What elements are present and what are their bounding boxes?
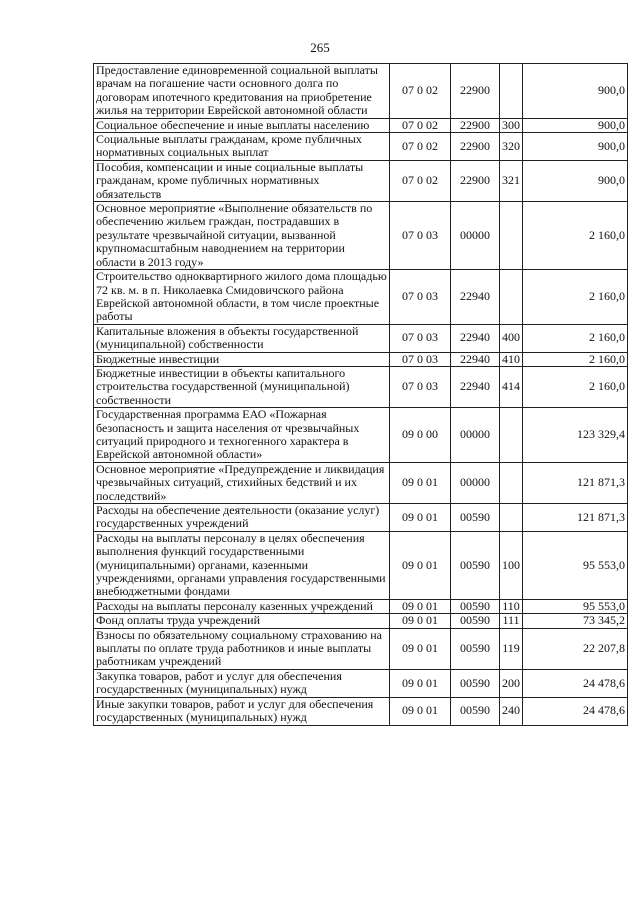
row-expense-type: 111 [500,614,523,628]
row-expense-type: 110 [500,599,523,613]
row-name: Основное мероприятие «Предупреждение и ликвидация чрезвычайных ситуаций, стихийных бедствий и их последствий» [94,462,390,503]
row-expense-type [500,504,523,532]
table-row [94,614,628,628]
row-program-code: 07 0 03 [390,324,451,352]
row-program-code: 09 0 00 [390,408,451,463]
row-expense-type: 240 [500,697,523,725]
row-amount: 24 478,6 [523,669,628,697]
row-expense-type: 410 [500,352,523,366]
row-direction-code: 22940 [451,324,500,352]
row-amount: 2 160,0 [523,202,628,270]
table-row [94,462,628,503]
table-row [94,202,628,270]
row-expense-type [500,408,523,463]
table-row [94,366,628,407]
row-name: Предоставление единовременной социальной выплаты врачам на погашение части основного долга по договорам ипотечного кредитования на приобретение жилья на территории Еврейской автономной области [94,64,390,119]
row-amount: 900,0 [523,160,628,201]
row-direction-code: 00000 [451,202,500,270]
row-program-code: 07 0 02 [390,133,451,161]
row-program-code: 07 0 02 [390,118,451,132]
row-name: Расходы на выплаты персоналу казенных учреждений [94,599,390,613]
table-row [94,504,628,532]
row-amount: 24 478,6 [523,697,628,725]
row-program-code: 09 0 01 [390,599,451,613]
row-program-code: 09 0 01 [390,669,451,697]
row-expense-type [500,270,523,325]
row-program-code: 07 0 02 [390,64,451,119]
row-name: Расходы на обеспечение деятельности (оказание услуг) государственных учреждений [94,504,390,532]
row-amount: 2 160,0 [523,270,628,325]
row-expense-type: 100 [500,531,523,599]
row-amount: 900,0 [523,64,628,119]
budget-table [93,63,628,726]
row-direction-code: 22900 [451,118,500,132]
row-name: Бюджетные инвестиции в объекты капитального строительства государственной (муниципальной) собственности [94,366,390,407]
row-amount: 2 160,0 [523,352,628,366]
row-amount: 121 871,3 [523,504,628,532]
row-name: Бюджетные инвестиции [94,352,390,366]
row-expense-type: 119 [500,628,523,669]
row-name: Расходы на выплаты персоналу в целях обеспечения выполнения функций государственными (муниципальными) органами, казенными учреждениями, органами управления государственными внебюджетными фондами [94,531,390,599]
row-direction-code: 22900 [451,160,500,201]
table-row [94,270,628,325]
row-amount: 73 345,2 [523,614,628,628]
table-row [94,599,628,613]
row-expense-type: 200 [500,669,523,697]
row-expense-type [500,202,523,270]
table-row [94,133,628,161]
budget-table-body [94,64,628,726]
table-row [94,628,628,669]
table-row [94,531,628,599]
row-direction-code: 00590 [451,599,500,613]
row-amount: 95 553,0 [523,599,628,613]
row-name: Пособия, компенсации и иные социальные выплаты гражданам, кроме публичных нормативных обязательств [94,160,390,201]
row-program-code: 09 0 01 [390,504,451,532]
row-expense-type: 321 [500,160,523,201]
row-amount: 95 553,0 [523,531,628,599]
row-program-code: 07 0 03 [390,366,451,407]
row-program-code: 09 0 01 [390,531,451,599]
row-direction-code: 00590 [451,531,500,599]
table-row [94,669,628,697]
row-name: Строительство одноквартирного жилого дома площадью 72 кв. м. в п. Николаевка Смидовичского района Еврейской автономной области, в том числе проектные работы [94,270,390,325]
row-direction-code: 22940 [451,366,500,407]
row-name: Социальные выплаты гражданам, кроме публичных нормативных социальных выплат [94,133,390,161]
row-name: Фонд оплаты труда учреждений [94,614,390,628]
row-direction-code: 00000 [451,408,500,463]
row-program-code: 09 0 01 [390,628,451,669]
row-direction-code: 00590 [451,669,500,697]
row-amount: 22 207,8 [523,628,628,669]
row-program-code: 09 0 01 [390,462,451,503]
row-direction-code: 22900 [451,64,500,119]
row-name: Взносы по обязательному социальному страхованию на выплаты по оплате труда работников и иные выплаты работникам учреждений [94,628,390,669]
page-number: 265 [310,40,330,55]
row-expense-type: 414 [500,366,523,407]
row-expense-type: 300 [500,118,523,132]
row-direction-code: 00590 [451,614,500,628]
row-amount: 900,0 [523,133,628,161]
row-name: Основное мероприятие «Выполнение обязательств по обеспечению жильем граждан, пострадавших в результате чрезвычайной ситуации, вызванной крупномасштабным наводнением на территории области в 2013 году» [94,202,390,270]
row-program-code: 09 0 01 [390,614,451,628]
table-row [94,160,628,201]
row-expense-type: 320 [500,133,523,161]
row-name: Государственная программа ЕАО «Пожарная безопасность и защита населения от чрезвычайных ситуаций природного и техногенного характера в Еврейской автономной области» [94,408,390,463]
row-expense-type [500,64,523,119]
row-program-code: 07 0 03 [390,352,451,366]
table-row [94,352,628,366]
table-row [94,64,628,119]
row-program-code: 09 0 01 [390,697,451,725]
row-program-code: 07 0 03 [390,202,451,270]
row-amount: 900,0 [523,118,628,132]
table-row [94,324,628,352]
row-direction-code: 00590 [451,697,500,725]
row-direction-code: 22900 [451,133,500,161]
row-direction-code: 00000 [451,462,500,503]
row-direction-code: 00590 [451,504,500,532]
row-name: Социальное обеспечение и иные выплаты населению [94,118,390,132]
row-amount: 2 160,0 [523,366,628,407]
row-name: Иные закупки товаров, работ и услуг для обеспечения государственных (муниципальных) нужд [94,697,390,725]
row-name: Закупка товаров, работ и услуг для обеспечения государственных (муниципальных) нужд [94,669,390,697]
row-direction-code: 22940 [451,352,500,366]
row-amount: 121 871,3 [523,462,628,503]
row-program-code: 07 0 03 [390,270,451,325]
row-direction-code: 00590 [451,628,500,669]
row-program-code: 07 0 02 [390,160,451,201]
row-expense-type: 400 [500,324,523,352]
row-amount: 2 160,0 [523,324,628,352]
row-expense-type [500,462,523,503]
table-row [94,118,628,132]
row-direction-code: 22940 [451,270,500,325]
table-row [94,408,628,463]
table-row [94,697,628,725]
row-name: Капитальные вложения в объекты государственной (муниципальной) собственности [94,324,390,352]
row-amount: 123 329,4 [523,408,628,463]
